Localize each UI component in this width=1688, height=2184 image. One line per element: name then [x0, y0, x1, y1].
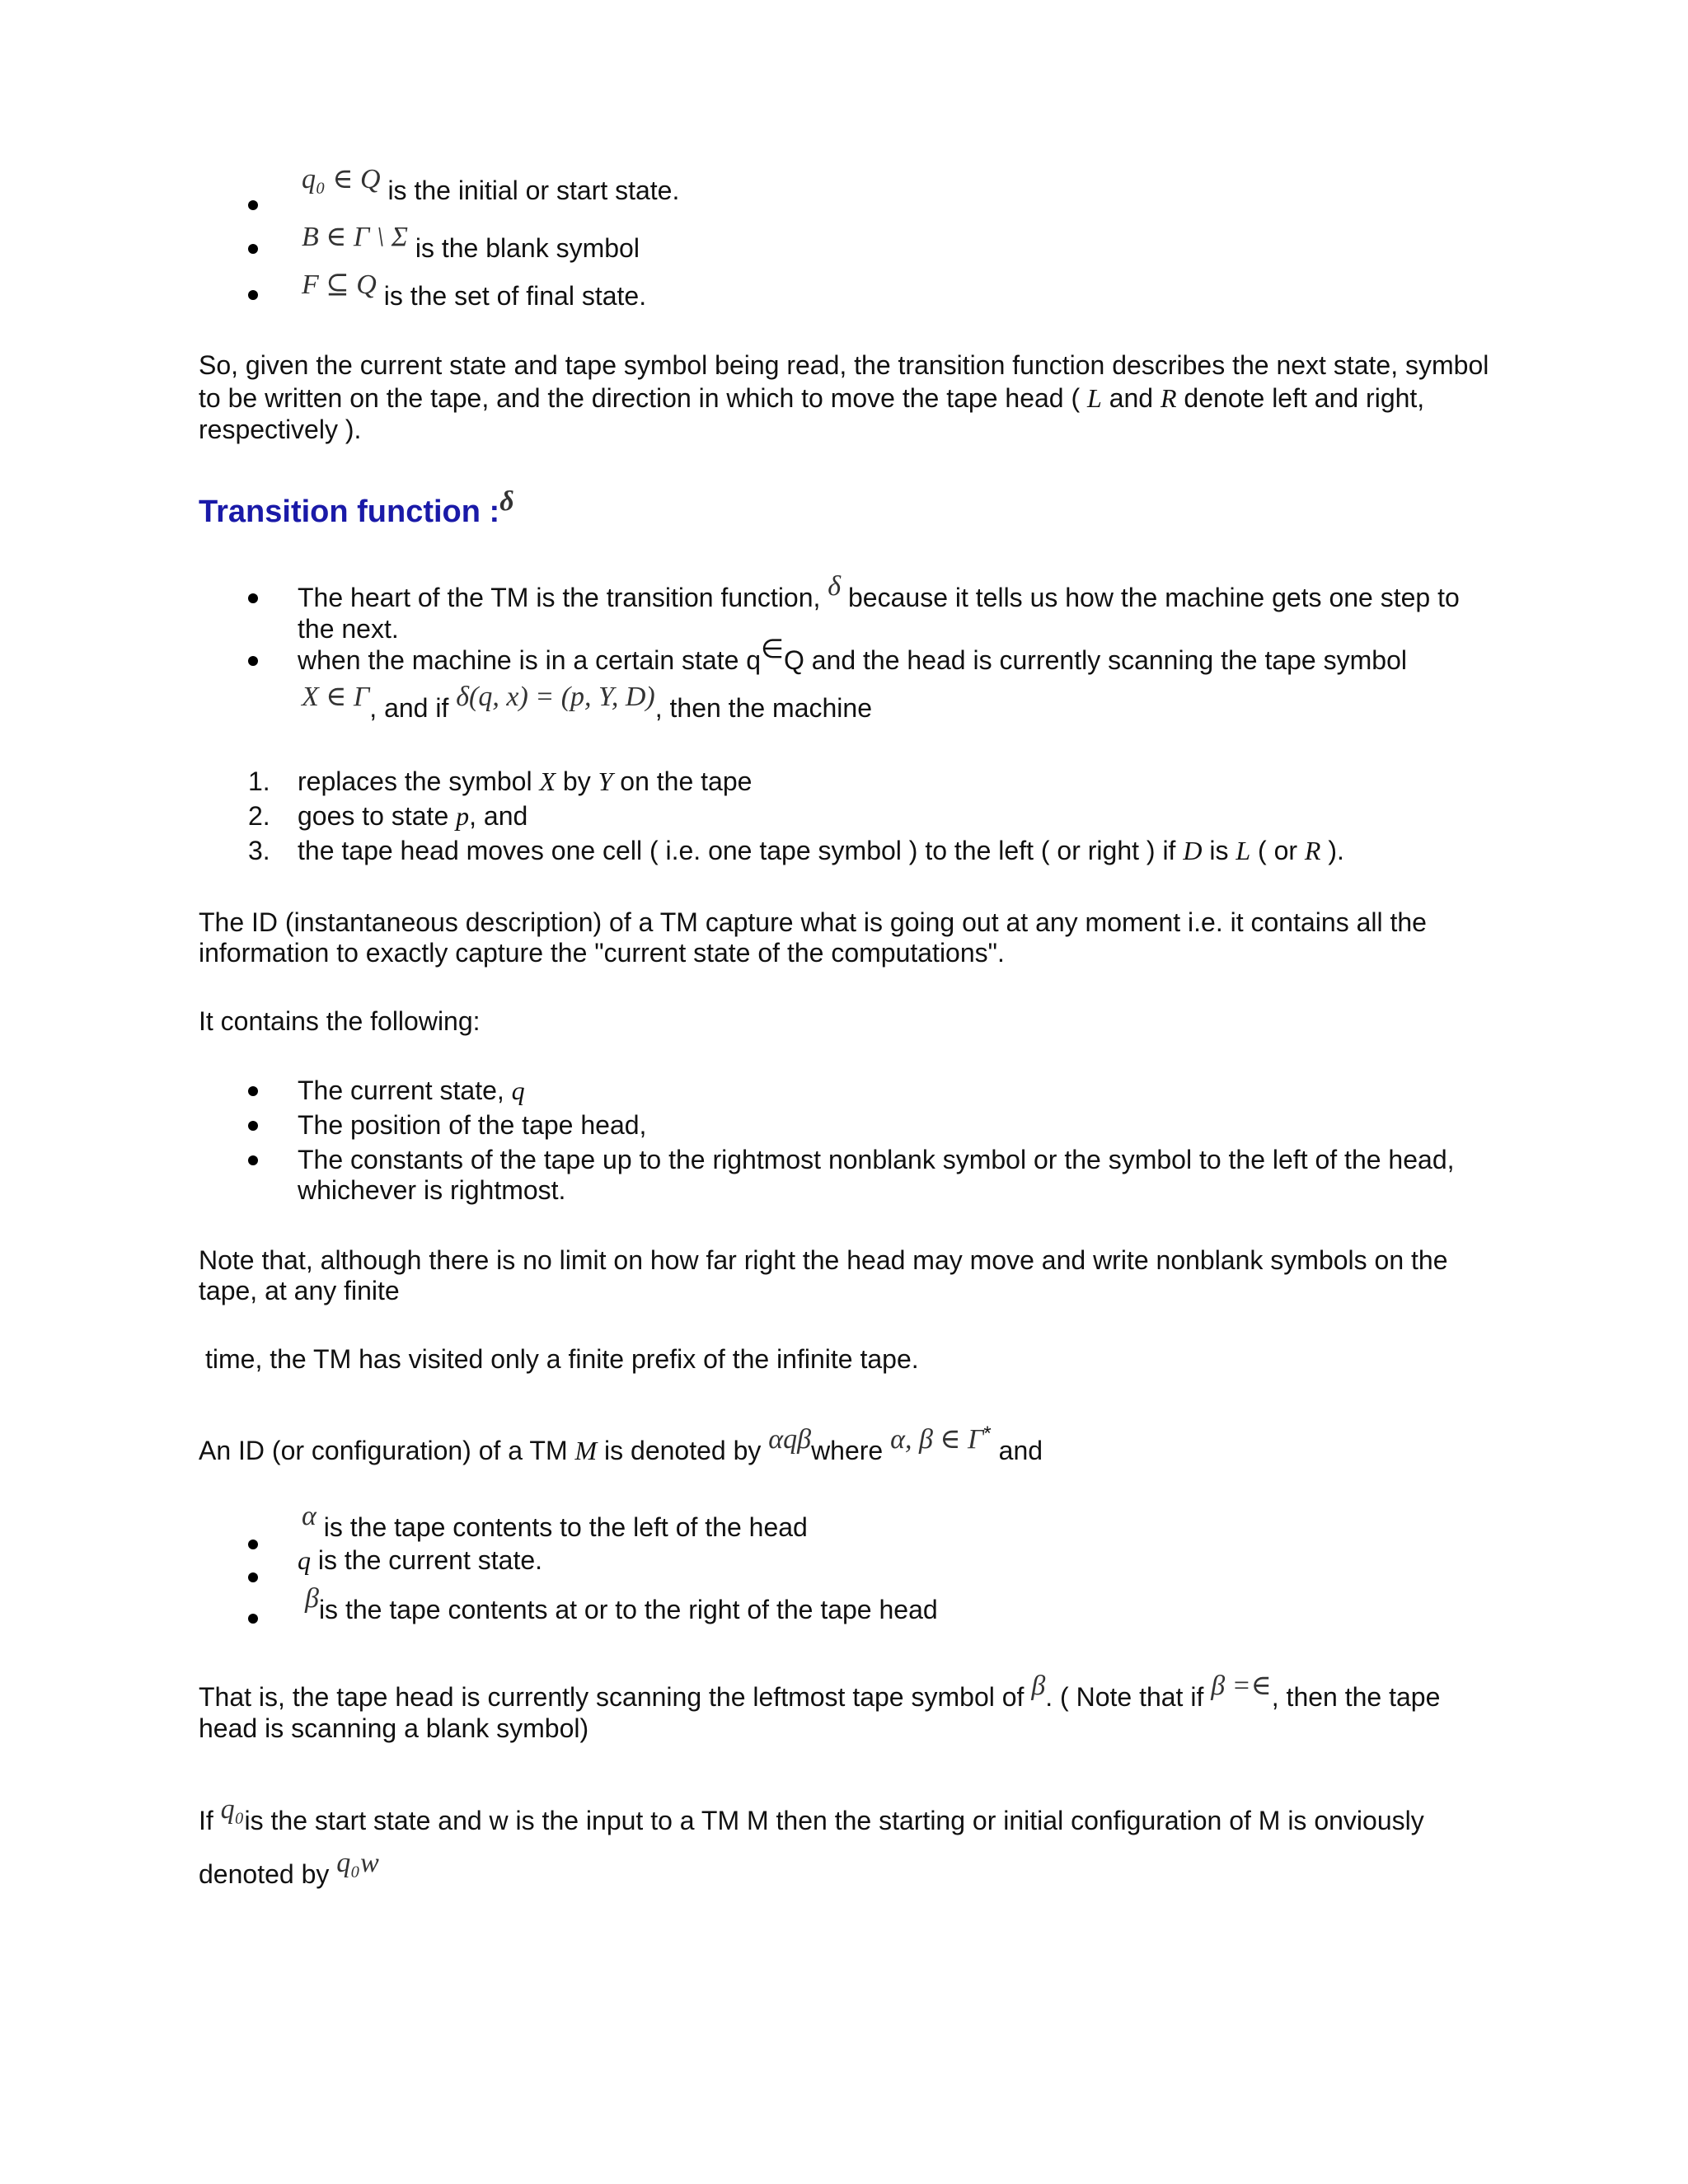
list-item: The constants of the tape up to the rightmost nonblank symbol or the symbol to the left of the head, — [298, 1145, 1455, 1174]
math-var: L — [1087, 383, 1102, 413]
list-number: 2. — [248, 801, 270, 831]
delta-symbol: δ — [499, 486, 514, 517]
paragraph-line: head is scanning a blank symbol) — [199, 1713, 589, 1743]
paragraph-line: information to exactly capture the "current state of the computations". — [199, 938, 1005, 968]
math-image: β =∈ — [1211, 1671, 1272, 1701]
bullet — [248, 593, 258, 603]
paragraph-line: denoted by q₀w — [199, 1848, 379, 1889]
math-image: q₀ — [220, 1794, 245, 1825]
numbered-item: replaces the symbol X by Y on the tape — [298, 766, 753, 796]
paragraph-line: The ID (instantaneous description) of a TM capture what is going out at any moment i.e. it contains all the — [199, 907, 1427, 937]
paragraph-line: respectively ). — [199, 415, 362, 444]
list-item — [302, 269, 647, 312]
numbered-item: goes to state p, and — [298, 801, 528, 831]
list-item: βis the tape contents at or to the right of the tape head — [305, 1583, 938, 1624]
math-image: αqβ — [768, 1424, 812, 1455]
delta-symbol: δ — [828, 571, 842, 602]
list-item: α is the tape contents to the left of the head — [302, 1501, 808, 1542]
list-item — [302, 164, 680, 207]
math-image: α — [302, 1501, 316, 1531]
bullet — [248, 244, 258, 254]
paragraph-line: Note that, although there is no limit on how far right the head may move and write nonblank symbols on the — [199, 1245, 1448, 1275]
list-item — [302, 222, 640, 265]
list-item: q is the current state. — [298, 1545, 543, 1575]
math-image: δ(q, x) = (p, Y, D) — [456, 682, 655, 712]
bullet — [248, 1614, 258, 1624]
list-item-text: is the initial or start state. — [387, 176, 680, 205]
list-item-continued: the next. — [298, 614, 399, 644]
bullet — [248, 1086, 258, 1096]
math-image: β — [1031, 1671, 1046, 1701]
paragraph-line: to be written on the tape, and the direction in which to move the tape head ( L and R denote left and right, — [199, 383, 1425, 413]
list-number: 3. — [248, 836, 270, 865]
math-image: q₀w — [336, 1848, 379, 1878]
paragraph-line: tape, at any finite — [199, 1276, 400, 1305]
math-image: α, β ∈ Γ — [890, 1424, 984, 1455]
math-image: β — [305, 1583, 319, 1614]
paragraph-line: It contains the following: — [199, 1006, 481, 1036]
bullet — [248, 1572, 258, 1582]
bullet — [248, 656, 258, 666]
bullet — [248, 290, 258, 300]
list-item-text: is the blank symbol — [415, 233, 640, 263]
list-item: when the machine is in a certain state q∈Q and the head is currently scanning the tape symbol — [298, 634, 1407, 675]
section-heading: Transition function :δ — [199, 486, 514, 529]
paragraph-line: If q₀is the start state and w is the input to a TM M then the starting or initial configuration of M is onviously — [199, 1794, 1424, 1835]
math-image: q₀ ∈ Q — [302, 164, 381, 194]
list-item: The current state, q — [298, 1076, 525, 1105]
bullet — [248, 1155, 258, 1165]
bullet — [248, 200, 258, 210]
list-item: The heart of the TM is the transition function, δ because it tells us how the machine gets one step to — [298, 571, 1460, 612]
paragraph-line: So, given the current state and tape symbol being read, the transition function describes the next state, symbol — [199, 350, 1489, 380]
math-var: R — [1160, 383, 1177, 413]
bullet — [248, 1540, 258, 1549]
numbered-item: the tape head moves one cell ( i.e. one tape symbol ) to the left ( or right ) if D is L ( or R ). — [298, 836, 1344, 865]
paragraph-line: time, the TM has visited only a finite prefix of the infinite tape. — [205, 1344, 919, 1374]
math-image: B ∈ Γ \ Σ — [302, 222, 408, 252]
paragraph-line: An ID (or configuration) of a TM M is denoted by αqβwhere α, β ∈ Γ* and — [199, 1422, 1043, 1465]
list-item-continued: whichever is rightmost. — [298, 1175, 566, 1205]
list-item: The position of the tape head, — [298, 1110, 647, 1140]
list-item-continued: X ∈ Γ, and if δ(q, x) = (p, Y, D), then the machine — [302, 682, 872, 723]
list-number: 1. — [248, 766, 270, 796]
math-image: F ⊆ Q — [302, 269, 377, 300]
paragraph-line: That is, the tape head is currently scanning the leftmost tape symbol of β. ( Note that if β =∈, then the tape — [199, 1671, 1441, 1712]
math-image: X ∈ Γ — [302, 682, 370, 712]
list-item-text: is the set of final state. — [383, 281, 647, 311]
bullet — [248, 1121, 258, 1131]
